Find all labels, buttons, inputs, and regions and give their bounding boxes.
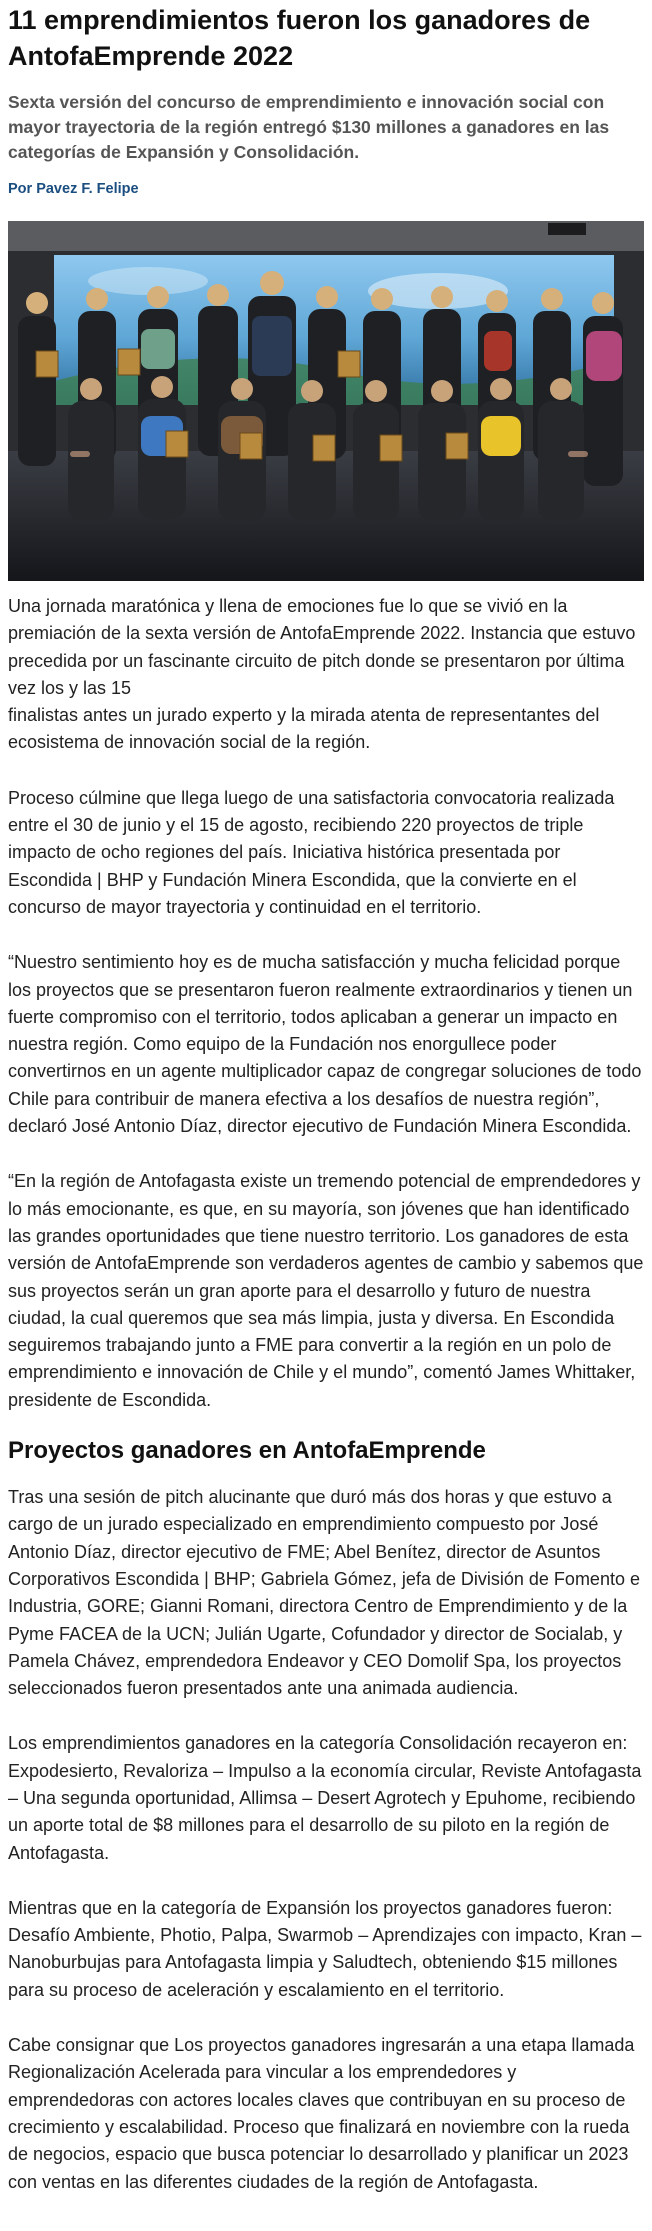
section-heading: Proyectos ganadores en AntofaEmprende [8, 1437, 486, 1465]
paragraph: Una jornada maratónica y llena de emociones fue lo que se vivió en la premiación de la sexta versión de AntofaEmprende 2022. Instancia que estuvo precedida por un fascinante circuito de pitch donde se presentaron por última vez los y las 15 finalistas antes un jurado experto y la mirada atenta de representantes del ecosistema de innovación social de la región. [8, 596, 636, 753]
paragraph: Mientras que en la categoría de Expansión los proyectos ganadores fueron: Desafío Ambiente, Photio, Palpa, Swarmob – Aprendizajes con impacto, Kran – Nanoburbujas para Antofagasta limpia y Saludtech, obteniendo $15 millones para su proceso de aceleración y escalamiento en el territorio. [8, 1897, 642, 2000]
paragraph: “Nuestro sentimiento hoy es de mucha satisfacción y mucha felicidad porque los proyectos que se presentaron fueron realmente extraordinarios y tienen un fuerte compromiso con el territorio, todos aplicaban a generar un impacto en nuestra región. Como equipo de la Fundación nos enorgullece poder convertirnos en un agente multiplicador capaz de congregar soluciones de todo Chile para contribuir de manera efectiva a los desafíos de nuestra región”, declaró José Antonio Díaz, director ejecutivo de Fundación Minera Escondida. [8, 952, 642, 1137]
paragraph: Cabe consignar que Los proyectos ganadores ingresarán a una etapa llamada Regionalización Acelerada para vincular a los emprendedores y emprendedoras con actores locales claves que contribuyan en su proceso de crecimiento y escalabilidad. Proceso que finalizará en noviembre con la rueda de negocios, espacio que busca potenciar lo desarrollado y planificar un 2023 con ventas en las diferentes ciudades de la región de Antofagasta. [8, 2035, 635, 2192]
group-photo [8, 221, 644, 581]
paragraph: Tras una sesión de pitch alucinante que duró más dos horas y que estuvo a cargo de un jurado especializado en emprendimiento compuesto por José Antonio Díaz, director ejecutivo de FME; Abel Benítez, director de Asuntos Corporativos Escondida | BHP; Gabriela Gómez, jefa de División de Fomento e Industria, GORE; Gianni Romani, directora Centro de Emprendimiento y de la Pyme FACEA de la UCN; Julián Ugarte, Cofundador y director de Socialab, y Pamela Chávez, emprendedora Endeavor y CEO Domolif Spa, los proyectos seleccionados fueron presentados ante una animada audiencia. [8, 1487, 640, 1699]
article-title: 11 emprendimientos fueron los ganadores de AntofaEmprende 2022 [8, 5, 591, 71]
article-body [8, 593, 644, 2196]
paragraph: “En la región de Antofagasta existe un tremendo potencial de emprendedores y lo más emocionante, es que, en su mayoría, son jóvenes que han identificado las grandes oportunidades que tiene nuestro territorio. Los ganadores de esta versión de AntofaEmprende son verdaderos agentes de cambio y sabemos que sus proyectos serán un gran aporte para el desarrollo y futuro de nuestra ciudad, la cual queremos que sea más limpia, justa y diversa. En Escondida seguiremos trabajando junto a FME para convertir a la región en un polo de emprendimiento e innovación de Chile y el mundo”, comentó James Whittaker, presidente de Escondida. [8, 1171, 644, 1410]
author-link[interactable]: Por Pavez F. Felipe [8, 181, 139, 197]
article-subtitle: Sexta versión del concurso de emprendimiento e innovación social con mayor trayectoria de la región entregó $130 millones a ganadores en las categorías de Expansión y Consolidación. [8, 92, 610, 162]
paragraph: Proceso cúlmine que llega luego de una satisfactoria convocatoria realizada entre el 30 de junio y el 15 de agosto, recibiendo 220 proyectos de triple impacto de ocho regiones del país. Iniciativa histórica presentada por Escondida | BHP y Fundación Minera Escondida, que la convierte en el concurso de mayor trayectoria y continuidad en el territorio. [8, 787, 615, 917]
byline [8, 181, 644, 197]
paragraph: Los emprendimientos ganadores en la categoría Consolidación recayeron en: Expodesierto, Revaloriza – Impulso a la economía circular, Reviste Antofagasta – Una segunda oportunidad, Allimsa – Desert Agrotech y Epuhome, recibiendo un aporte total de $8 millones para el desarrollo de su piloto en la región de Antofagasta. [8, 1733, 642, 1863]
